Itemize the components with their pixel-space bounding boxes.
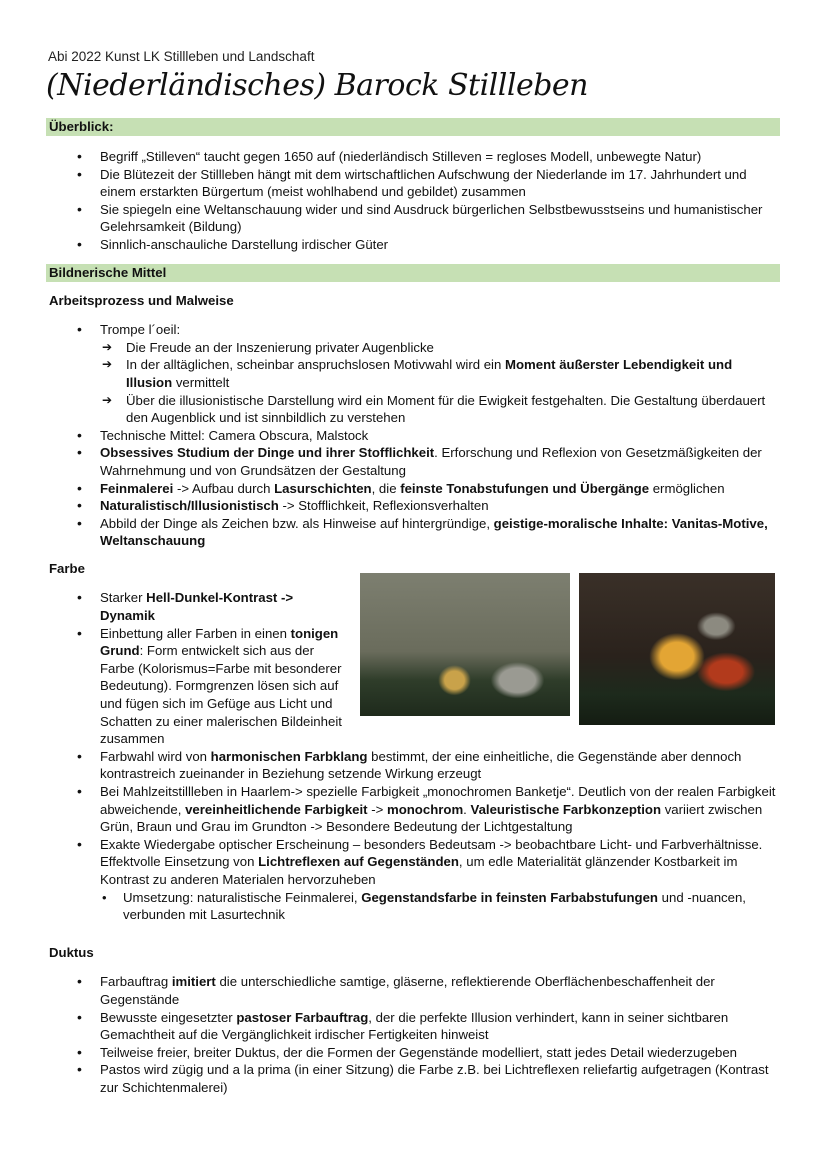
sub-list-item — [100, 889, 777, 924]
list-item — [77, 1061, 777, 1096]
ductus-list — [77, 973, 777, 1096]
list-item — [77, 148, 777, 166]
text: , um edle Materialität glänzender Kostbarkeit im Kontrast zu anderen Materialen hervorzuheben — [100, 854, 738, 887]
bold-text: Naturalistisch/Illusionistisch — [100, 498, 279, 514]
bold-text: vereinheitlichende Farbigkeit — [185, 801, 368, 817]
text: Trompe l´oeil: — [100, 322, 181, 338]
bold-text: Gegenstandsfarbe in feinsten Farbabstufungen — [361, 889, 658, 905]
bold-text: Lasurschichten — [274, 480, 372, 496]
list-item — [77, 1044, 777, 1062]
text: -> Stofflichkeit, Reflexionsverhalten — [278, 498, 489, 514]
list-item — [77, 236, 777, 254]
bold-text: tonigen Grund — [100, 625, 339, 659]
text: : Form entwickelt sich aus der Farbe (Kolorismus=Farbe mit besonderer Bedeutung). Formgrenzen lösen sich auf und fügen sich im Gefüge aus Licht und Schatten zu einer malerischen Bildeinheit zusammen — [100, 643, 342, 747]
text: Pastos wird zügig und a la prima (in einer Sitzung) die Farbe z.B. bei Lichtreflexen reliefartig aufgetragen (Kontrast zur Schichtenmalerei) — [100, 1062, 769, 1095]
text: , der die perfekte Illusion verhindert, kann in seiner sichtbaren Gemachtheit auf die Vergänglichkeit irdischer Fertigkeiten hinweist — [100, 1009, 729, 1043]
bold-text: Moment äußerster Lebendigkeit und Illusion — [126, 357, 733, 390]
text: vermittelt — [172, 374, 230, 390]
arrow-sublist — [100, 339, 777, 427]
list-item — [77, 480, 777, 498]
list-item — [77, 427, 777, 445]
section-heading-overview: Überblick: — [46, 118, 780, 136]
list-item — [77, 783, 777, 836]
text: Sinnlich-anschauliche Darstellung irdischer Güter — [100, 236, 389, 252]
arrow-item — [100, 356, 777, 391]
text: und -nuancen, verbunden mit Lasurtechnik — [123, 889, 746, 923]
text: In der alltäglichen, scheinbar anspruchslosen Motivwahl wird ein — [126, 357, 505, 373]
text: . Erforschung und Reflexion von Gesetzmäßigkeiten der Wahrnehmung und von Grundsätzen der Gestaltung — [100, 445, 762, 478]
text: Über die illusionistische Darstellung wird ein Moment für die Ewigkeit festgehalten. Die Gestaltung überdauert den Augenblick und ist sinnbildlich zu verstehen — [126, 392, 766, 426]
bold-text: Hell-Dunkel-Kontrast -> Dynamik — [100, 590, 294, 624]
text: Teilweise freier, breiter Duktus, der die Formen der Gegenstände modelliert, statt jedes Detail wiederzugeben — [100, 1044, 737, 1060]
bold-text: imitiert — [171, 974, 216, 990]
text: variiert zwischen Grün, Braun und Grau im Grundton -> Besondere Bedeutung der Lichtgestaltung — [100, 801, 763, 835]
list-item — [77, 748, 777, 783]
bold-text: Obsessives Studium der Dinge und ihrer Stofflichkeit — [100, 445, 435, 461]
text: Abbild der Dinge als Zeichen bzw. als Hinweise auf hintergründige, — [100, 515, 494, 531]
section-heading-means: Bildnerische Mittel — [46, 264, 780, 282]
list-item — [77, 515, 777, 550]
text: Umsetzung: naturalistische Feinmalerei, — [123, 889, 362, 905]
bold-text: harmonischen Farbklang — [210, 748, 368, 764]
bold-text: Lichtreflexen auf Gegenständen — [258, 854, 459, 870]
list-item — [77, 321, 777, 427]
text: , die — [371, 480, 401, 496]
page-title: (Niederländisches) Barock Stillleben — [46, 68, 588, 103]
bold-text: feinste Tonabstufungen und Übergänge — [400, 480, 650, 496]
bold-text: geistige-moralische Inhalte: Vanitas-Motive, Weltanschauung — [100, 515, 768, 549]
list-item — [77, 589, 777, 624]
text: -> — [367, 801, 387, 817]
text: -> Aufbau durch — [173, 480, 275, 496]
list-item — [77, 1009, 777, 1044]
bold-text: monochrom — [386, 801, 464, 817]
text: . — [463, 801, 471, 817]
text: Die Freude an der Inszenierung privater Augenblicke — [126, 339, 434, 355]
subheading-ductus: Duktus — [49, 944, 94, 960]
color-list — [77, 589, 777, 923]
text: die unterschiedliche samtige, gläserne, reflektierende Oberflächenbeschaffenheit der Gegenstände — [100, 974, 715, 1007]
subheading-process: Arbeitsprozess und Malweise — [49, 292, 234, 308]
overview-list — [77, 148, 777, 254]
list-item — [77, 836, 777, 924]
text: Einbettung aller Farben in einen — [100, 625, 291, 641]
arrow-item — [100, 392, 777, 427]
bold-text: Valeuristische Farbkonzeption — [470, 801, 662, 817]
text: Sie spiegeln eine Weltanschauung wider und sind Ausdruck bürgerlichen Selbstbewusstseins und humanistischer Gelehrsamkeit (Bildung) — [100, 201, 763, 235]
text: ermöglichen — [649, 480, 725, 496]
list-item — [77, 973, 777, 1008]
arrow-item — [100, 339, 777, 357]
list-item — [77, 497, 777, 515]
course-label: Abi 2022 Kunst LK Stillleben und Landschaft — [48, 49, 315, 64]
text: Bei Mahlzeitstillleben in Haarlem-> spezielle Farbigkeit „monochromen Banketje“. Deutlich von der realen Farbigkeit abweichende, — [100, 784, 776, 817]
color-block — [46, 589, 780, 933]
bullet-sublist — [100, 889, 777, 924]
text: Exakte Wiedergabe optischer Erscheinung – besonders Bedeutsam -> beobachtbare Licht- und Farbverhältnisse. Effektvolle Einsetzung von — [100, 836, 763, 870]
text: bestimmt, der eine einheitliche, die Gegenstände aber dennoch kontrastreich zueinander in Beziehung setzende Wirkung erzeugt — [100, 748, 742, 782]
list-item — [77, 166, 777, 201]
list-item — [77, 444, 777, 479]
subheading-color: Farbe — [49, 560, 85, 576]
text: Die Blütezeit der Stillleben hängt mit dem wirtschaftlichen Aufschwung der Niederlande im 17. Jahrhundert und einem erstarkten Bürgertum (meist wohlhabend und gebildet) zusammen — [100, 166, 747, 200]
bold-text: pastoser Farbauftrag — [236, 1009, 369, 1025]
list-item — [77, 201, 777, 236]
bold-text: Feinmalerei — [100, 480, 174, 496]
text: Starker — [100, 590, 147, 606]
list-item — [77, 625, 777, 748]
text: Farbauftrag — [100, 974, 172, 990]
process-list — [77, 321, 777, 550]
text: Technische Mittel: Camera Obscura, Malstock — [100, 427, 369, 443]
text: Farbwahl wird von — [100, 748, 211, 764]
text: Begriff „Stilleven“ taucht gegen 1650 auf (niederländisch Stilleven = regloses Modell, unbewegte Natur) — [100, 149, 702, 164]
text: Bewusste eingesetzter — [100, 1009, 237, 1025]
